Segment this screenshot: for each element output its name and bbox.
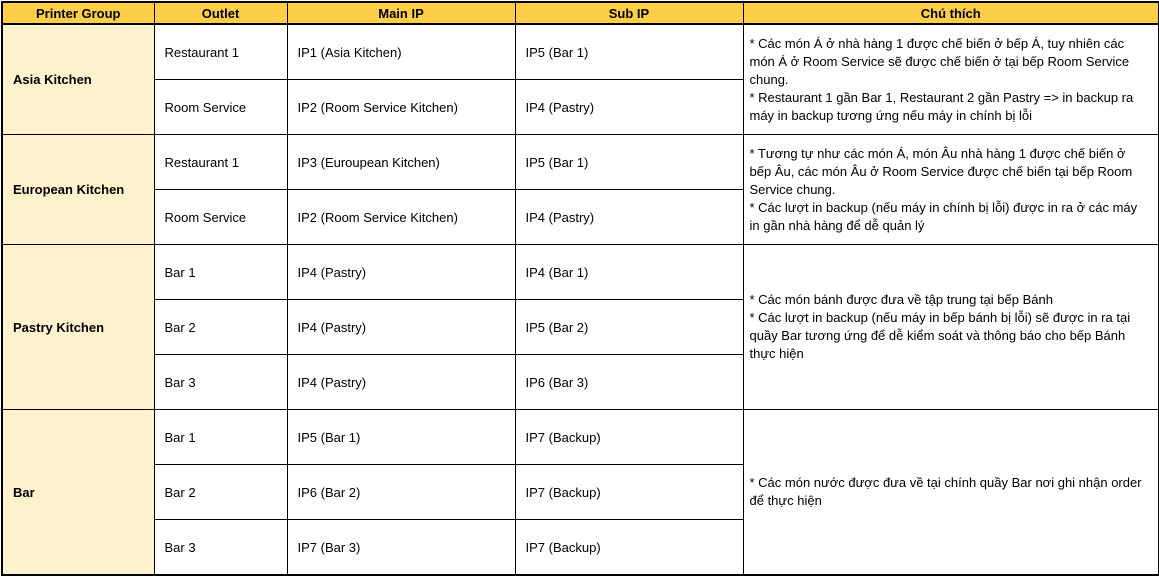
table-row <box>2 245 1159 300</box>
header-note: Chú thích <box>743 2 1159 24</box>
main-ip-cell: IP2 (Room Service Kitchen) <box>287 190 515 245</box>
main-ip-cell: IP5 (Bar 1) <box>287 410 515 465</box>
main-ip-cell: IP2 (Room Service Kitchen) <box>287 80 515 135</box>
header-outlet: Outlet <box>154 2 287 24</box>
note-line: * Các món Á ở nhà hàng 1 được chế biến ở bếp Á, tuy nhiên các món Á ở Room Service sẽ được chế biến ở tại bếp Room Service chung. <box>749 35 1130 87</box>
outlet-cell: Bar 2 <box>154 465 287 520</box>
note-cell <box>743 24 1159 135</box>
main-ip-cell: IP7 (Bar 3) <box>287 520 515 576</box>
sub-ip-cell: IP5 (Bar 1) <box>515 24 743 80</box>
sub-ip-cell: IP7 (Backup) <box>515 410 743 465</box>
outlet-cell: Room Service <box>154 80 287 135</box>
outlet-cell: Room Service <box>154 190 287 245</box>
sub-ip-cell: IP5 (Bar 2) <box>515 300 743 355</box>
note-line: * Restaurant 1 gần Bar 1, Restaurant 2 gần Pastry => in backup ra máy in backup tương ứng nếu máy in chính bị lỗi <box>749 89 1134 123</box>
outlet-cell: Restaurant 1 <box>154 24 287 80</box>
outlet-cell: Bar 2 <box>154 300 287 355</box>
printer-group-cell: European Kitchen <box>2 135 154 245</box>
sub-ip-cell: IP6 (Bar 3) <box>515 355 743 410</box>
outlet-cell: Bar 1 <box>154 245 287 300</box>
printer-group-table <box>1 1 1159 576</box>
note-cell <box>743 135 1159 245</box>
outlet-cell: Bar 1 <box>154 410 287 465</box>
note-line: * Các món nước được đưa về tại chính quầy Bar nơi ghi nhận order để thực hiện <box>749 475 1142 508</box>
header-printer-group: Printer Group <box>2 2 154 24</box>
printer-group-cell: Bar <box>2 410 154 576</box>
note-cell <box>743 410 1159 576</box>
header-sub-ip: Sub IP <box>515 2 743 24</box>
outlet-cell: Bar 3 <box>154 355 287 410</box>
note-line: * Các lượt in backup (nếu máy in chính bị lỗi) được in ra ở các máy in gần nhà hàng để dễ quản lý <box>749 199 1138 233</box>
note-line: * Các món bánh được đưa về tập trung tại bếp Bánh <box>749 292 1053 307</box>
table-header <box>2 2 1159 24</box>
table-row <box>2 410 1159 465</box>
printer-group-cell: Pastry Kitchen <box>2 245 154 410</box>
header-row <box>2 2 1159 24</box>
sub-ip-cell: IP4 (Bar 1) <box>515 245 743 300</box>
outlet-cell: Bar 3 <box>154 520 287 576</box>
header-main-ip: Main IP <box>287 2 515 24</box>
main-ip-cell: IP1 (Asia Kitchen) <box>287 24 515 80</box>
table-row <box>2 24 1159 80</box>
printer-group-cell: Asia Kitchen <box>2 24 154 135</box>
sub-ip-cell: IP4 (Pastry) <box>515 80 743 135</box>
note-cell <box>743 245 1159 410</box>
table-row <box>2 135 1159 190</box>
table-body <box>2 24 1159 575</box>
note-line: * Các lượt in backup (nếu máy in bếp bánh bị lỗi) sẽ được in ra tại quầy Bar tương ứng để dễ kiểm soát và thông báo cho bếp Bánh thực hiện <box>749 310 1131 361</box>
sub-ip-cell: IP4 (Pastry) <box>515 190 743 245</box>
main-ip-cell: IP4 (Pastry) <box>287 355 515 410</box>
main-ip-cell: IP4 (Pastry) <box>287 245 515 300</box>
main-ip-cell: IP3 (Euroupean Kitchen) <box>287 135 515 190</box>
main-ip-cell: IP6 (Bar 2) <box>287 465 515 520</box>
sub-ip-cell: IP7 (Backup) <box>515 465 743 520</box>
sub-ip-cell: IP7 (Backup) <box>515 520 743 576</box>
main-ip-cell: IP4 (Pastry) <box>287 300 515 355</box>
note-line: * Tương tự như các món Á, món Âu nhà hàng 1 được chế biến ở bếp Âu, các món Âu ở Room Service được chế biến tại bếp Room Service chung. <box>749 145 1133 197</box>
outlet-cell: Restaurant 1 <box>154 135 287 190</box>
sub-ip-cell: IP5 (Bar 1) <box>515 135 743 190</box>
